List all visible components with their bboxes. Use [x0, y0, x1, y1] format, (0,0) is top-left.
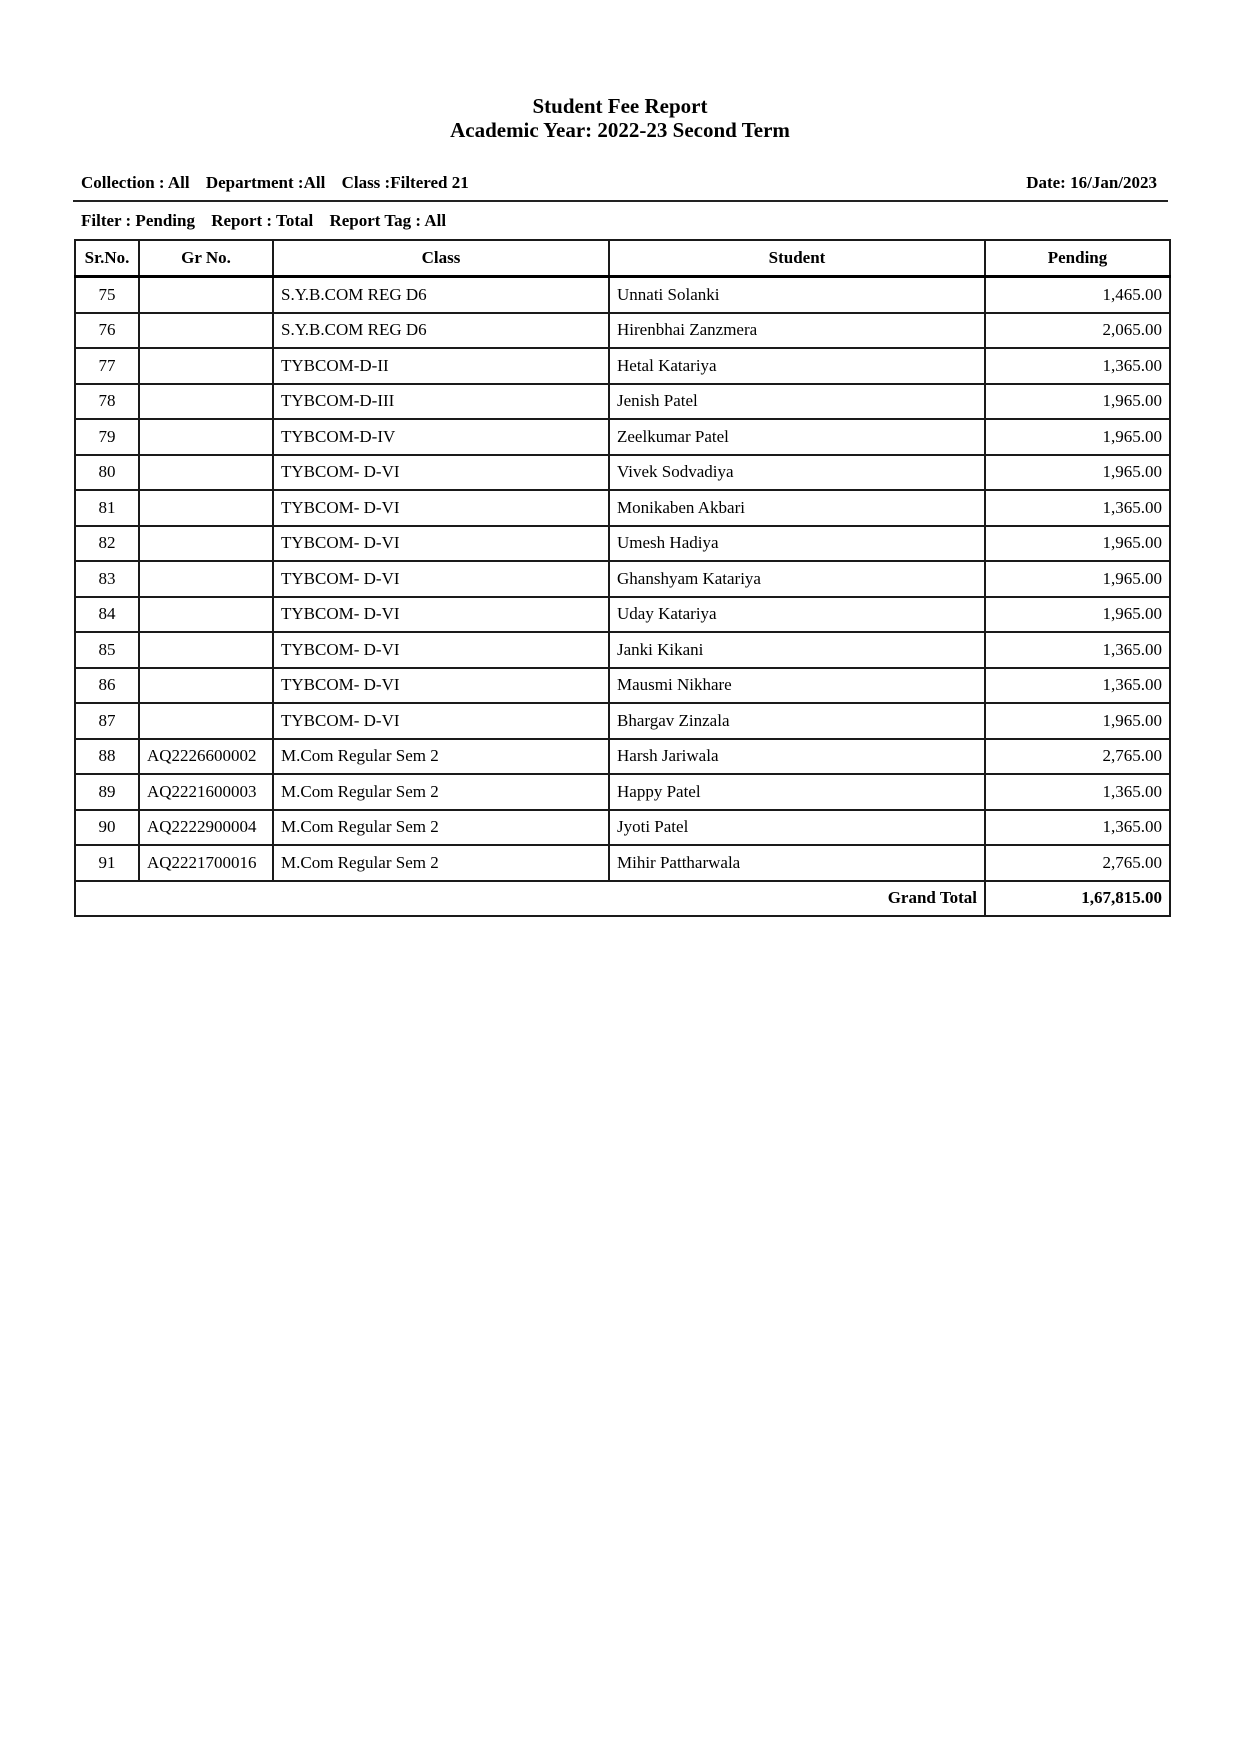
- cell-gr-no: [139, 419, 273, 455]
- cell-student: Jyoti Patel: [609, 810, 985, 846]
- table-row: [75, 348, 1170, 384]
- table-row: [75, 384, 1170, 420]
- department-filter-label: Department :All: [205, 173, 326, 192]
- report-meta-line-1: [81, 173, 1157, 193]
- cell-class: M.Com Regular Sem 2: [273, 774, 609, 810]
- cell-sr-no: 85: [75, 632, 139, 668]
- cell-gr-no: [139, 668, 273, 704]
- cell-sr-no: 75: [75, 277, 139, 313]
- table-row: [75, 845, 1170, 881]
- cell-gr-no: [139, 313, 273, 349]
- cell-class: M.Com Regular Sem 2: [273, 810, 609, 846]
- table-row: [75, 419, 1170, 455]
- grand-total-row: [75, 881, 1170, 917]
- cell-student: Janki Kikani: [609, 632, 985, 668]
- cell-gr-no: [139, 490, 273, 526]
- report-subtitle: Academic Year: 2022-23 Second Term: [450, 118, 790, 142]
- cell-sr-no: 90: [75, 810, 139, 846]
- cell-student: Zeelkumar Patel: [609, 419, 985, 455]
- cell-gr-no: AQ2221700016: [139, 845, 273, 881]
- column-header-pending: Pending: [985, 240, 1170, 277]
- report-header: [0, 94, 1240, 142]
- cell-sr-no: 86: [75, 668, 139, 704]
- cell-sr-no: 76: [75, 313, 139, 349]
- column-header-student: Student: [609, 240, 985, 277]
- cell-class: TYBCOM- D-VI: [273, 455, 609, 491]
- cell-pending: 1,365.00: [985, 810, 1170, 846]
- cell-sr-no: 79: [75, 419, 139, 455]
- report-meta-line-2: [81, 211, 1157, 231]
- cell-gr-no: [139, 384, 273, 420]
- cell-class: TYBCOM-D-II: [273, 348, 609, 384]
- column-header-gr-no: Gr No.: [139, 240, 273, 277]
- cell-sr-no: 89: [75, 774, 139, 810]
- table-row: [75, 703, 1170, 739]
- cell-pending: 1,965.00: [985, 455, 1170, 491]
- cell-pending: 2,065.00: [985, 313, 1170, 349]
- cell-student: Jenish Patel: [609, 384, 985, 420]
- cell-pending: 1,365.00: [985, 348, 1170, 384]
- table-row: [75, 277, 1170, 313]
- cell-student: Harsh Jariwala: [609, 739, 985, 775]
- cell-class: TYBCOM-D-IV: [273, 419, 609, 455]
- table-row: [75, 739, 1170, 775]
- cell-gr-no: AQ2221600003: [139, 774, 273, 810]
- cell-gr-no: [139, 632, 273, 668]
- table-row: [75, 561, 1170, 597]
- cell-sr-no: 88: [75, 739, 139, 775]
- table-row: [75, 774, 1170, 810]
- cell-sr-no: 80: [75, 455, 139, 491]
- cell-student: Mausmi Nikhare: [609, 668, 985, 704]
- cell-sr-no: 77: [75, 348, 139, 384]
- table-row: [75, 597, 1170, 633]
- table-row: [75, 668, 1170, 704]
- grand-total-value: 1,67,815.00: [985, 881, 1170, 917]
- cell-gr-no: AQ2222900004: [139, 810, 273, 846]
- cell-student: Bhargav Zinzala: [609, 703, 985, 739]
- cell-gr-no: [139, 526, 273, 562]
- cell-class: TYBCOM- D-VI: [273, 703, 609, 739]
- cell-pending: 1,465.00: [985, 277, 1170, 313]
- cell-pending: 1,365.00: [985, 668, 1170, 704]
- grand-total-label: Grand Total: [75, 881, 985, 917]
- cell-pending: 1,965.00: [985, 703, 1170, 739]
- cell-class: S.Y.B.COM REG D6: [273, 313, 609, 349]
- report-type-label: Report : Total: [211, 211, 314, 230]
- report-tag-label: Report Tag : All: [329, 211, 447, 230]
- cell-sr-no: 84: [75, 597, 139, 633]
- cell-pending: 1,365.00: [985, 490, 1170, 526]
- cell-class: TYBCOM-D-III: [273, 384, 609, 420]
- cell-gr-no: AQ2226600002: [139, 739, 273, 775]
- cell-gr-no: [139, 703, 273, 739]
- cell-student: Hirenbhai Zanzmera: [609, 313, 985, 349]
- cell-student: Unnati Solanki: [609, 277, 985, 313]
- cell-student: Happy Patel: [609, 774, 985, 810]
- table-row: [75, 455, 1170, 491]
- cell-class: TYBCOM- D-VI: [273, 632, 609, 668]
- cell-sr-no: 83: [75, 561, 139, 597]
- cell-pending: 1,965.00: [985, 384, 1170, 420]
- cell-class: TYBCOM- D-VI: [273, 526, 609, 562]
- cell-sr-no: 78: [75, 384, 139, 420]
- cell-pending: 1,365.00: [985, 774, 1170, 810]
- cell-gr-no: [139, 277, 273, 313]
- table-row: [75, 490, 1170, 526]
- fee-report-table: [74, 239, 1171, 917]
- cell-pending: 1,965.00: [985, 561, 1170, 597]
- report-title: Student Fee Report: [532, 94, 708, 118]
- cell-class: S.Y.B.COM REG D6: [273, 277, 609, 313]
- report-date: Date: 16/Jan/2023: [1026, 173, 1157, 192]
- cell-student: Hetal Katariya: [609, 348, 985, 384]
- cell-class: TYBCOM- D-VI: [273, 561, 609, 597]
- class-filter-label: Class :Filtered 21: [341, 173, 469, 192]
- cell-pending: 2,765.00: [985, 845, 1170, 881]
- status-filter-label: Filter : Pending: [81, 211, 195, 230]
- column-header-class: Class: [273, 240, 609, 277]
- cell-pending: 1,965.00: [985, 419, 1170, 455]
- cell-class: M.Com Regular Sem 2: [273, 739, 609, 775]
- column-header-sr-no: Sr.No.: [75, 240, 139, 277]
- cell-sr-no: 91: [75, 845, 139, 881]
- cell-pending: 2,765.00: [985, 739, 1170, 775]
- cell-student: Umesh Hadiya: [609, 526, 985, 562]
- cell-pending: 1,965.00: [985, 526, 1170, 562]
- cell-student: Uday Katariya: [609, 597, 985, 633]
- cell-gr-no: [139, 348, 273, 384]
- cell-class: TYBCOM- D-VI: [273, 668, 609, 704]
- cell-pending: 1,965.00: [985, 597, 1170, 633]
- cell-sr-no: 82: [75, 526, 139, 562]
- cell-student: Ghanshyam Katariya: [609, 561, 985, 597]
- table-row: [75, 632, 1170, 668]
- table-row: [75, 526, 1170, 562]
- table-row: [75, 313, 1170, 349]
- cell-sr-no: 81: [75, 490, 139, 526]
- cell-class: TYBCOM- D-VI: [273, 597, 609, 633]
- cell-pending: 1,365.00: [985, 632, 1170, 668]
- cell-student: Vivek Sodvadiya: [609, 455, 985, 491]
- table-header-row: [75, 240, 1170, 277]
- cell-student: Monikaben Akbari: [609, 490, 985, 526]
- cell-student: Mihir Pattharwala: [609, 845, 985, 881]
- cell-class: M.Com Regular Sem 2: [273, 845, 609, 881]
- cell-gr-no: [139, 561, 273, 597]
- cell-gr-no: [139, 597, 273, 633]
- collection-filter-label: Collection : All: [81, 173, 190, 192]
- cell-class: TYBCOM- D-VI: [273, 490, 609, 526]
- cell-sr-no: 87: [75, 703, 139, 739]
- table-row: [75, 810, 1170, 846]
- cell-gr-no: [139, 455, 273, 491]
- header-divider: [73, 200, 1168, 202]
